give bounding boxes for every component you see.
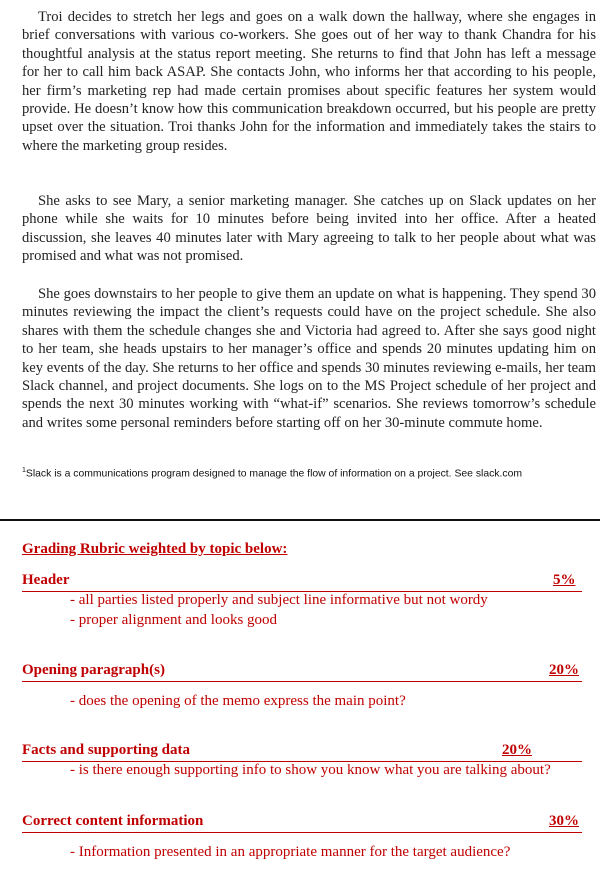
story-paragraph-1: Troi decides to stretch her legs and goes on a walk down the hallway, where she engages in brief conversations with various co-workers. She goes out of her way to thank Chandra for his thoughtful analysis at the status report meeting. She returns to find that John has left a message for her to call him back ASAP. She contacts John, who informs her that according to his people, her firm’s marketing rep had made certain promises about specific features her system would provide. He doesn’t know how this communication breakdown occurred, but his people are pretty upset over the situation. Troi thanks John for the information and immediately takes the stairs to where the marketing group resides. [22, 9, 596, 154]
rubric-bullet: - proper alignment and looks good [70, 612, 278, 628]
rubric-bullet: - all parties listed properly and subject line informative but not wordy [70, 592, 488, 608]
topic-weight: 20% [502, 742, 532, 758]
section-divider [0, 519, 600, 521]
topic-label: Facts and supporting data [22, 742, 190, 758]
rubric-bullet: - Information presented in an appropriate manner for the target audience? [70, 844, 511, 860]
story-paragraph-2: She asks to see Mary, a senior marketing manager. She catches up on Slack updates on her phone while she waits for 10 minutes before being invited into her office. After a heated discussion, she leaves 40 minutes later with Mary agreeing to talk to her people about what was promised and what was not promised. [22, 193, 596, 265]
rubric-bullet: - does the opening of the memo express the main point? [70, 693, 406, 709]
topic-weight: 30% [549, 813, 579, 829]
topic-weight: 20% [549, 662, 579, 678]
rubric-topic-content [22, 813, 582, 833]
rubric-bullet: - is there enough supporting info to show you know what you are talking about? [70, 762, 551, 778]
rubric-topic-opening [22, 662, 582, 682]
topic-label: Correct content information [22, 813, 204, 829]
footnote-text: Slack is a communications program designed to manage the flow of information on a project. See slack.com [25, 468, 523, 480]
rubric-title: Grading Rubric weighted by topic below: [22, 541, 288, 557]
topic-label: Opening paragraph(s) [22, 662, 165, 678]
footnote-marker: 1 [22, 467, 26, 474]
rubric-topic-facts [22, 742, 582, 762]
topic-weight: 5% [553, 572, 576, 588]
topic-label: Header [22, 572, 70, 588]
rubric-topic-header [22, 572, 582, 592]
footnote [22, 467, 522, 479]
story-paragraph-3: She goes downstairs to her people to give them an update on what is happening. They spend 30 minutes reviewing the impact the client’s requests could have on the project schedule. She also shares with them the schedule changes she and Victoria had agreed to. After she says good night to her team, she heads upstairs to her manager’s office and spends 20 minutes updating him on key events of the day. She returns to her office and spends 30 minutes reviewing e-mails, her team Slack channel, and project documents. She logs on to the MS Project schedule of her project and spends the next 30 minutes working with “what-if” scenarios. She reviews tomorrow’s schedule and writes some personal reminders before starting off on her 30-minute commute home. [22, 286, 596, 431]
